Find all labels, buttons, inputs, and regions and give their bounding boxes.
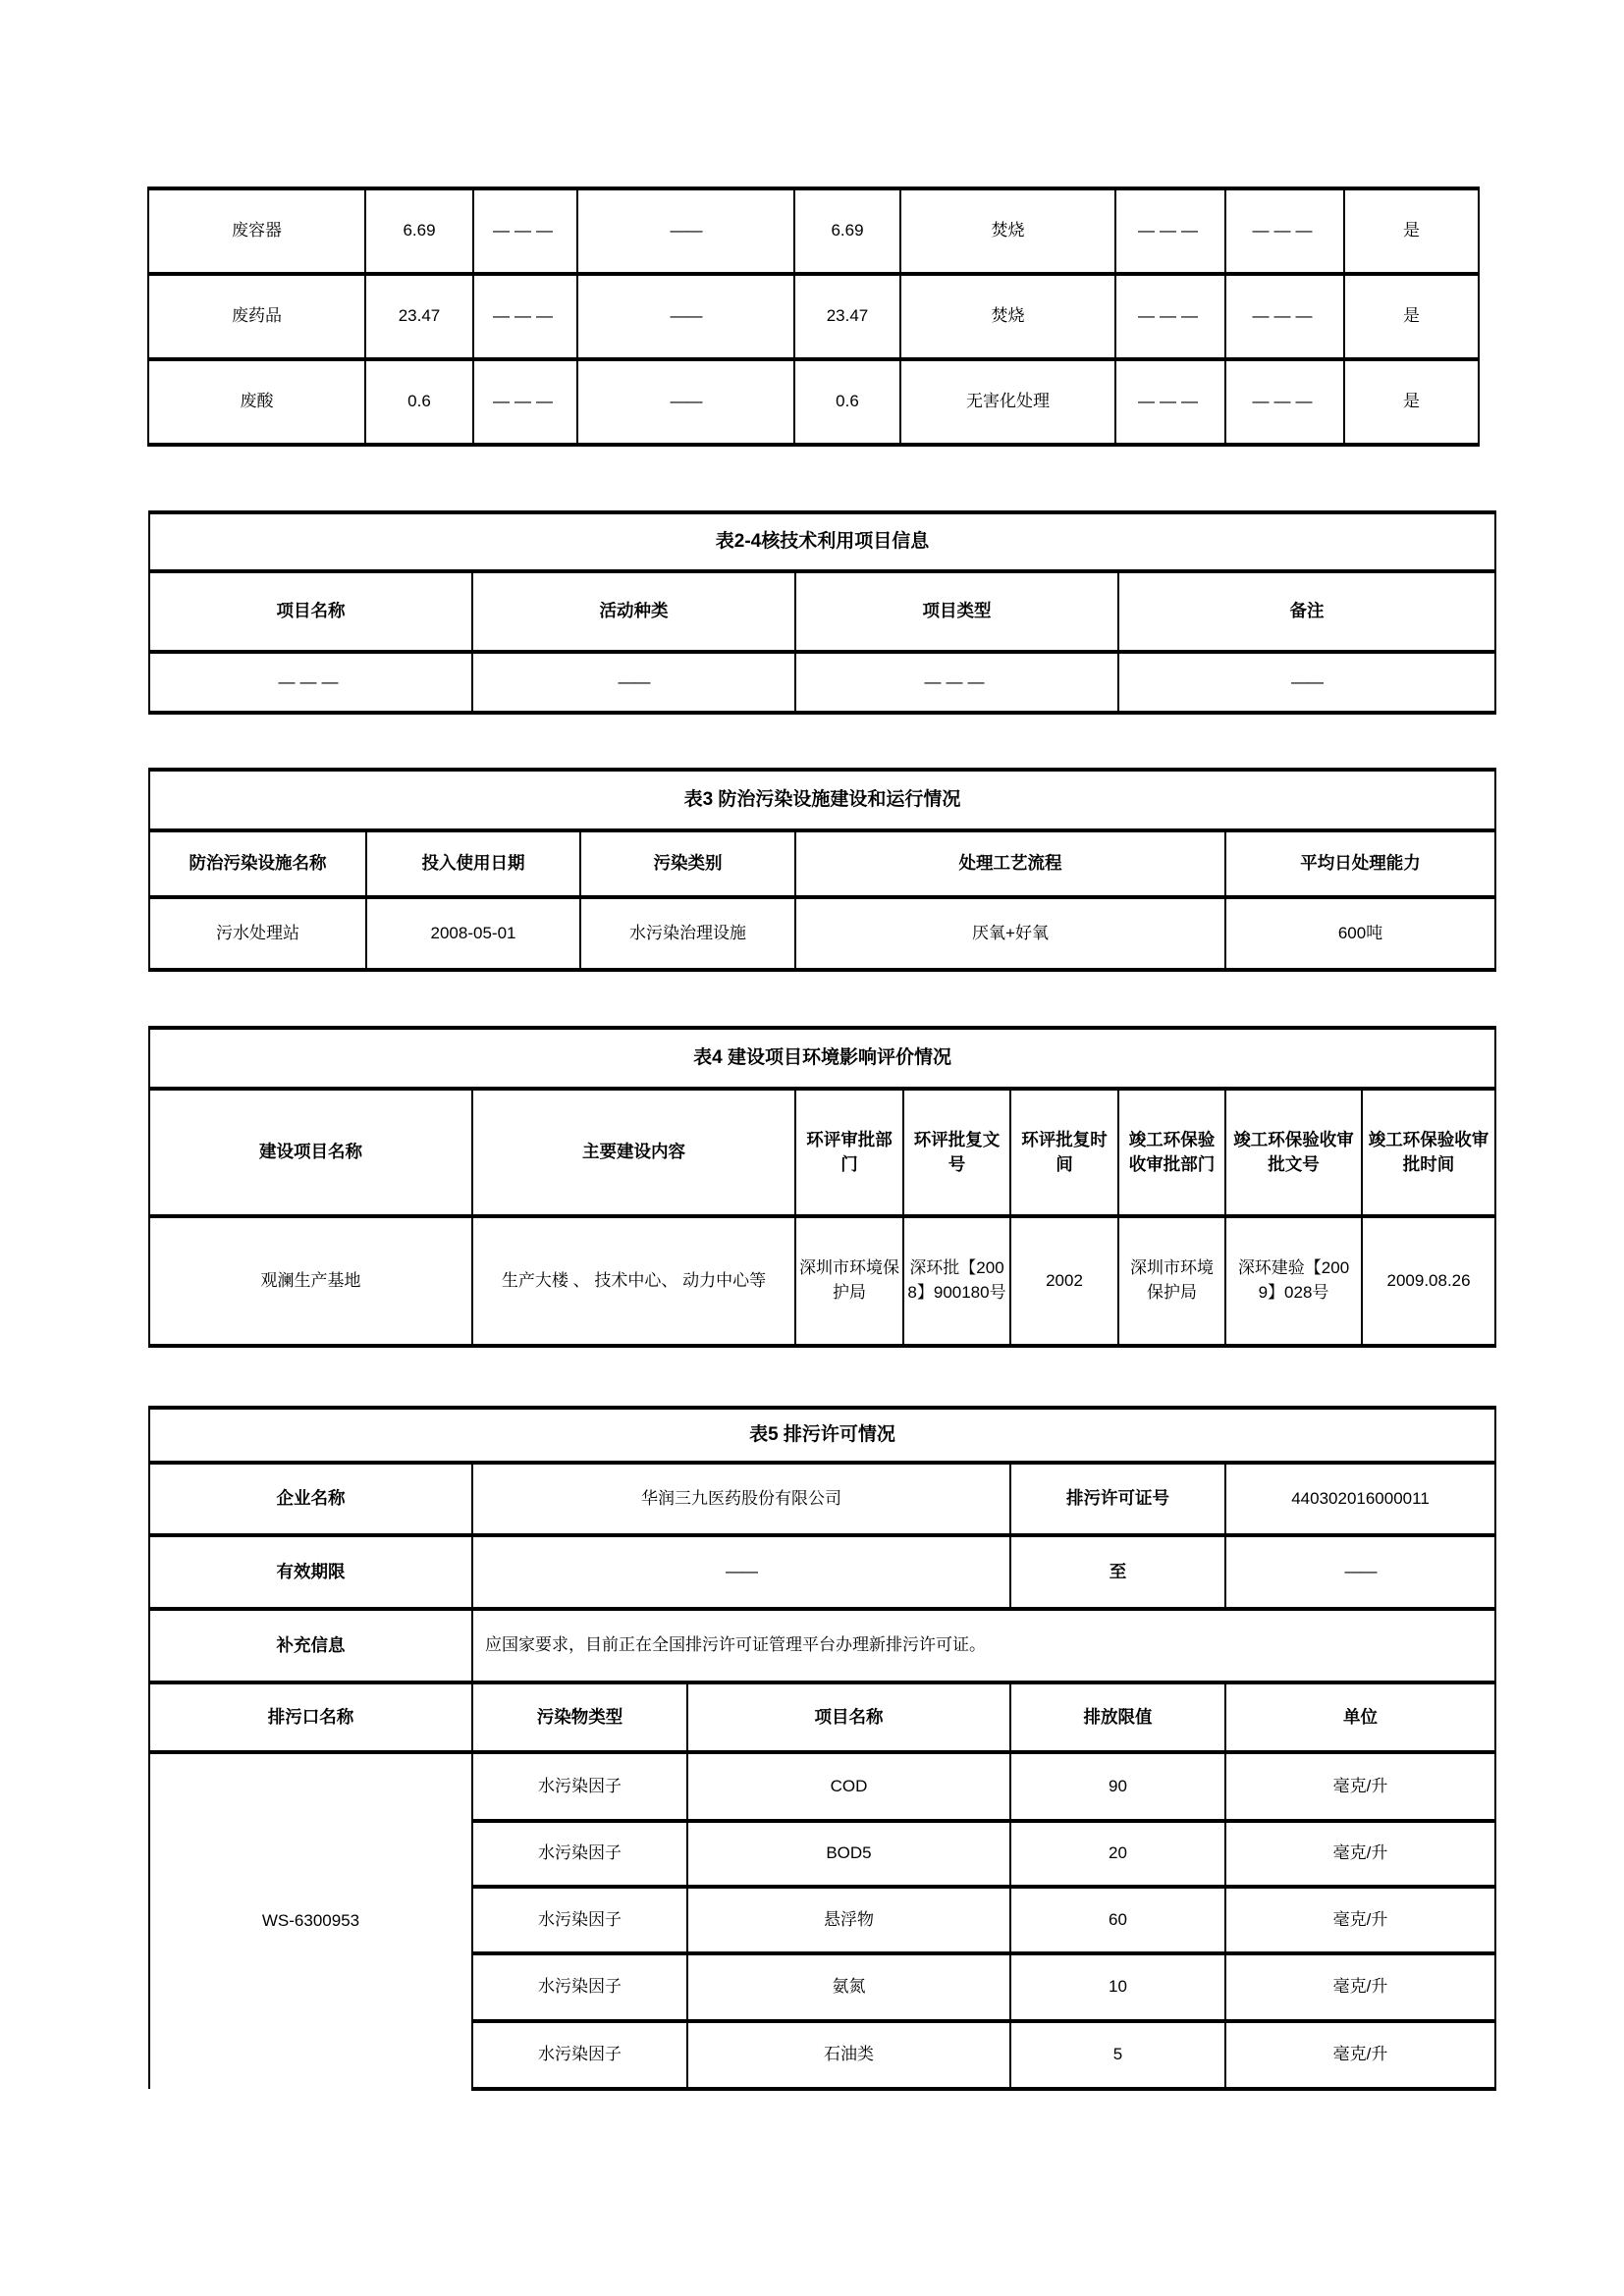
table-cell: 厌氧+好氧 (795, 897, 1225, 970)
table-cell: 水污染因子 (472, 1887, 687, 1953)
header-cell: 防治污染设施名称 (149, 830, 366, 897)
table-cell: 废药品 (148, 274, 365, 359)
table-cell: 毫克/升 (1225, 1887, 1495, 1953)
table-cell: 是 (1344, 359, 1479, 445)
table-cell: ——— (795, 652, 1118, 713)
table-cell: ——— (149, 652, 472, 713)
header-cell: 项目名称 (687, 1682, 1010, 1752)
table-cell: 5 (1010, 2021, 1225, 2089)
validity-from-cell: —— (472, 1535, 1010, 1609)
table-cell: ——— (473, 359, 577, 445)
table-cell: 23.47 (794, 274, 900, 359)
permit-no-cell: 440302016000011 (1225, 1463, 1495, 1535)
table-cell: 焚烧 (900, 188, 1115, 274)
header-cell: 建设项目名称 (149, 1089, 472, 1216)
header-cell: 主要建设内容 (472, 1089, 795, 1216)
table-cell: 石油类 (687, 2021, 1010, 2089)
table-cell: ——— (473, 188, 577, 274)
header-cell: 竣工环保验收审批部门 (1118, 1089, 1225, 1216)
header-cell: 排污口名称 (149, 1682, 472, 1752)
table-cell: 90 (1010, 1752, 1225, 1821)
table2-title: 表2-4核技术利用项目信息 (149, 512, 1495, 571)
validity-label-cell: 有效期限 (149, 1535, 472, 1609)
table-cell: —— (577, 188, 794, 274)
table-cell: 2002 (1010, 1216, 1118, 1346)
table-cell: 水污染治理设施 (580, 897, 795, 970)
table-cell: 氨氮 (687, 1953, 1010, 2021)
header-cell: 污染类别 (580, 830, 795, 897)
supplement-label-cell: 补充信息 (149, 1609, 472, 1682)
table-cell: 20 (1010, 1821, 1225, 1887)
header-cell: 处理工艺流程 (795, 830, 1225, 897)
table-cell: COD (687, 1752, 1010, 1821)
table-cell: 污水处理站 (149, 897, 366, 970)
table5-title: 表5 排污许可情况 (149, 1408, 1495, 1463)
table-cell: 废容器 (148, 188, 365, 274)
table-cell: 毫克/升 (1225, 1821, 1495, 1887)
table-cell: 生产大楼 、 技术中心、 动力中心等 (472, 1216, 795, 1346)
table-cell: 6.69 (794, 188, 900, 274)
header-cell: 环评批复文号 (903, 1089, 1010, 1216)
table-cell: ——— (1225, 274, 1344, 359)
hazardous-waste-table-continuation (147, 187, 1480, 447)
table-cell: ——— (473, 274, 577, 359)
table-cell: 0.6 (365, 359, 473, 445)
table-cell: 毫克/升 (1225, 1752, 1495, 1821)
table-cell: 焚烧 (900, 274, 1115, 359)
table-cell: 0.6 (794, 359, 900, 445)
table-cell: 深环建验【2009】028号 (1225, 1216, 1362, 1346)
header-cell: 平均日处理能力 (1225, 830, 1495, 897)
table-cell: —— (1118, 652, 1495, 713)
permit-no-label-cell: 排污许可证号 (1010, 1463, 1225, 1535)
discharge-permit-table (148, 1406, 1496, 2091)
table-cell: 无害化处理 (900, 359, 1115, 445)
table-cell: 600吨 (1225, 897, 1495, 970)
table-cell: ——— (1115, 274, 1225, 359)
validity-to-cell: —— (1225, 1535, 1495, 1609)
table-cell: 是 (1344, 274, 1479, 359)
table-cell: ——— (1115, 359, 1225, 445)
to-label-cell: 至 (1010, 1535, 1225, 1609)
table-cell: —— (472, 652, 795, 713)
table-cell: 废酸 (148, 359, 365, 445)
table3-title: 表3 防治污染设施建设和运行情况 (149, 770, 1495, 830)
table-cell: 2008-05-01 (366, 897, 580, 970)
supplement-text-cell: 应国家要求，目前正在全国排污许可证管理平台办理新排污许可证。 (472, 1609, 1495, 1682)
table-cell: 是 (1344, 188, 1479, 274)
header-cell: 竣工环保验收审批时间 (1362, 1089, 1495, 1216)
table-cell: 23.47 (365, 274, 473, 359)
table-cell: ——— (1115, 188, 1225, 274)
header-cell: 竣工环保验收审批文号 (1225, 1089, 1362, 1216)
table-cell: 6.69 (365, 188, 473, 274)
table-cell: 深圳市环境保护局 (1118, 1216, 1225, 1346)
header-cell: 活动种类 (472, 571, 795, 652)
table-cell: —— (577, 359, 794, 445)
table-cell: BOD5 (687, 1821, 1010, 1887)
table-cell: 水污染因子 (472, 1953, 687, 2021)
nuclear-tech-project-table (148, 510, 1496, 715)
pollution-control-facility-table (148, 768, 1496, 972)
outlet-code-cell: WS-6300953 (149, 1752, 472, 2089)
table-cell: 深圳市环境保护局 (795, 1216, 903, 1346)
company-name-cell: 华润三九医药股份有限公司 (472, 1463, 1010, 1535)
header-cell: 污染物类型 (472, 1682, 687, 1752)
table-cell: 2009.08.26 (1362, 1216, 1495, 1346)
table-cell: 观澜生产基地 (149, 1216, 472, 1346)
eia-evaluation-table (148, 1026, 1496, 1348)
table-cell: ——— (1225, 359, 1344, 445)
table-cell: 10 (1010, 1953, 1225, 2021)
header-cell: 项目类型 (795, 571, 1118, 652)
table-cell: 水污染因子 (472, 1821, 687, 1887)
table-cell: 60 (1010, 1887, 1225, 1953)
header-cell: 投入使用日期 (366, 830, 580, 897)
header-cell: 单位 (1225, 1682, 1495, 1752)
table-cell: 深环批【2008】900180号 (903, 1216, 1010, 1346)
header-cell: 项目名称 (149, 571, 472, 652)
table-cell: 水污染因子 (472, 2021, 687, 2089)
header-cell: 备注 (1118, 571, 1495, 652)
table4-title: 表4 建设项目环境影响评价情况 (149, 1028, 1495, 1089)
table-cell: ——— (1225, 188, 1344, 274)
table-cell: 毫克/升 (1225, 1953, 1495, 2021)
table-cell: 悬浮物 (687, 1887, 1010, 1953)
table-cell: 水污染因子 (472, 1752, 687, 1821)
table-cell: 毫克/升 (1225, 2021, 1495, 2089)
header-cell: 排放限值 (1010, 1682, 1225, 1752)
header-cell: 环评批复时间 (1010, 1089, 1118, 1216)
company-label-cell: 企业名称 (149, 1463, 472, 1535)
header-cell: 环评审批部门 (795, 1089, 903, 1216)
table-cell: —— (577, 274, 794, 359)
